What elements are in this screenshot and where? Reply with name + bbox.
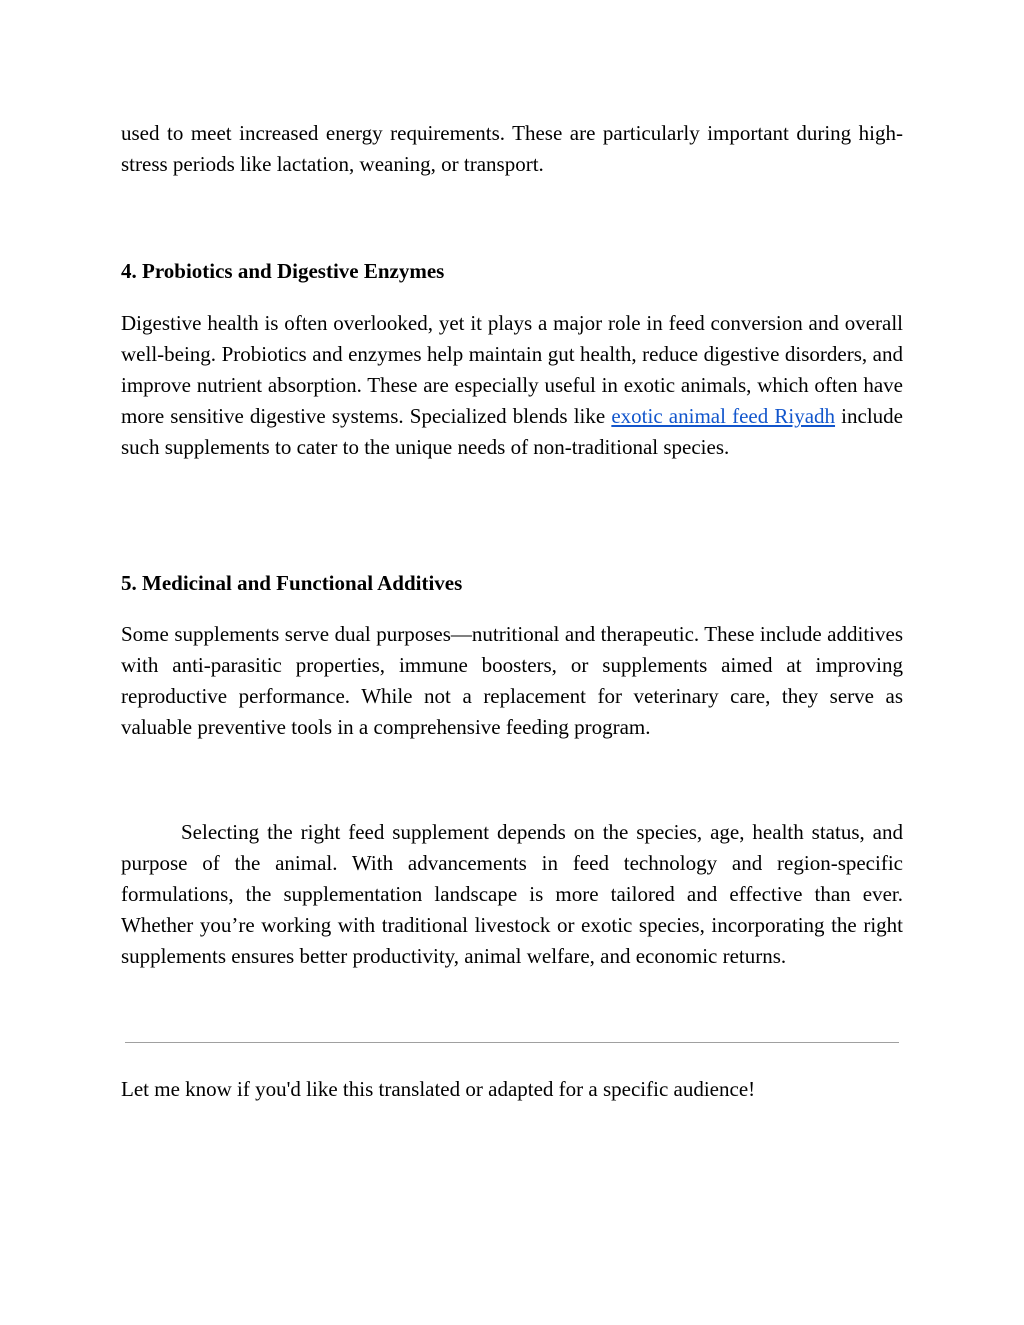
closing-note: Let me know if you'd like this translated or adapted for a specific audience! [121,1077,756,1101]
document-page [121,118,903,1101]
conclusion-paragraph: Selecting the right feed supplement depends on the species, age, health status, and purpose of the animal. With advancements in feed technology and region-specific formulations, the supplementation landscape is more tailored and effective than ever. Whether you’re working with traditional livestock or exotic species, incorporating the right supplements ensures better productivity, animal welfare, and economic returns. [121,820,903,968]
section-4-text-after-link: include such supplements to cater to the unique needs of non-traditional species. [121,404,903,459]
section-4-paragraph [121,308,903,463]
horizontal-divider [125,1042,899,1043]
exotic-animal-feed-link[interactable]: exotic animal feed Riyadh [611,404,836,428]
section-4-text-before-link: Digestive health is often overlooked, yet it plays a major role in feed conversion and overall well-being. Probiotics and enzymes help maintain gut health, reduce digestive disorders, and improve nutrient absorption. These are especially useful in exotic animals, which often have more sensitive digestive systems. Specialized blends like [121,311,903,428]
section-4-heading: 4. Probiotics and Digestive Enzymes [121,259,445,283]
section-5-paragraph: Some supplements serve dual purposes—nutritional and therapeutic. These include additives with anti-parasitic properties, immune boosters, or supplements aimed at improving reproductive performance. While not a replacement for veterinary care, they serve as valuable preventive tools in a comprehensive feeding program. [121,622,903,739]
intro-paragraph: used to meet increased energy requirements. These are particularly important during high-stress periods like lactation, weaning, or transport. [121,121,903,176]
section-5-heading: 5. Medicinal and Functional Additives [121,571,463,595]
